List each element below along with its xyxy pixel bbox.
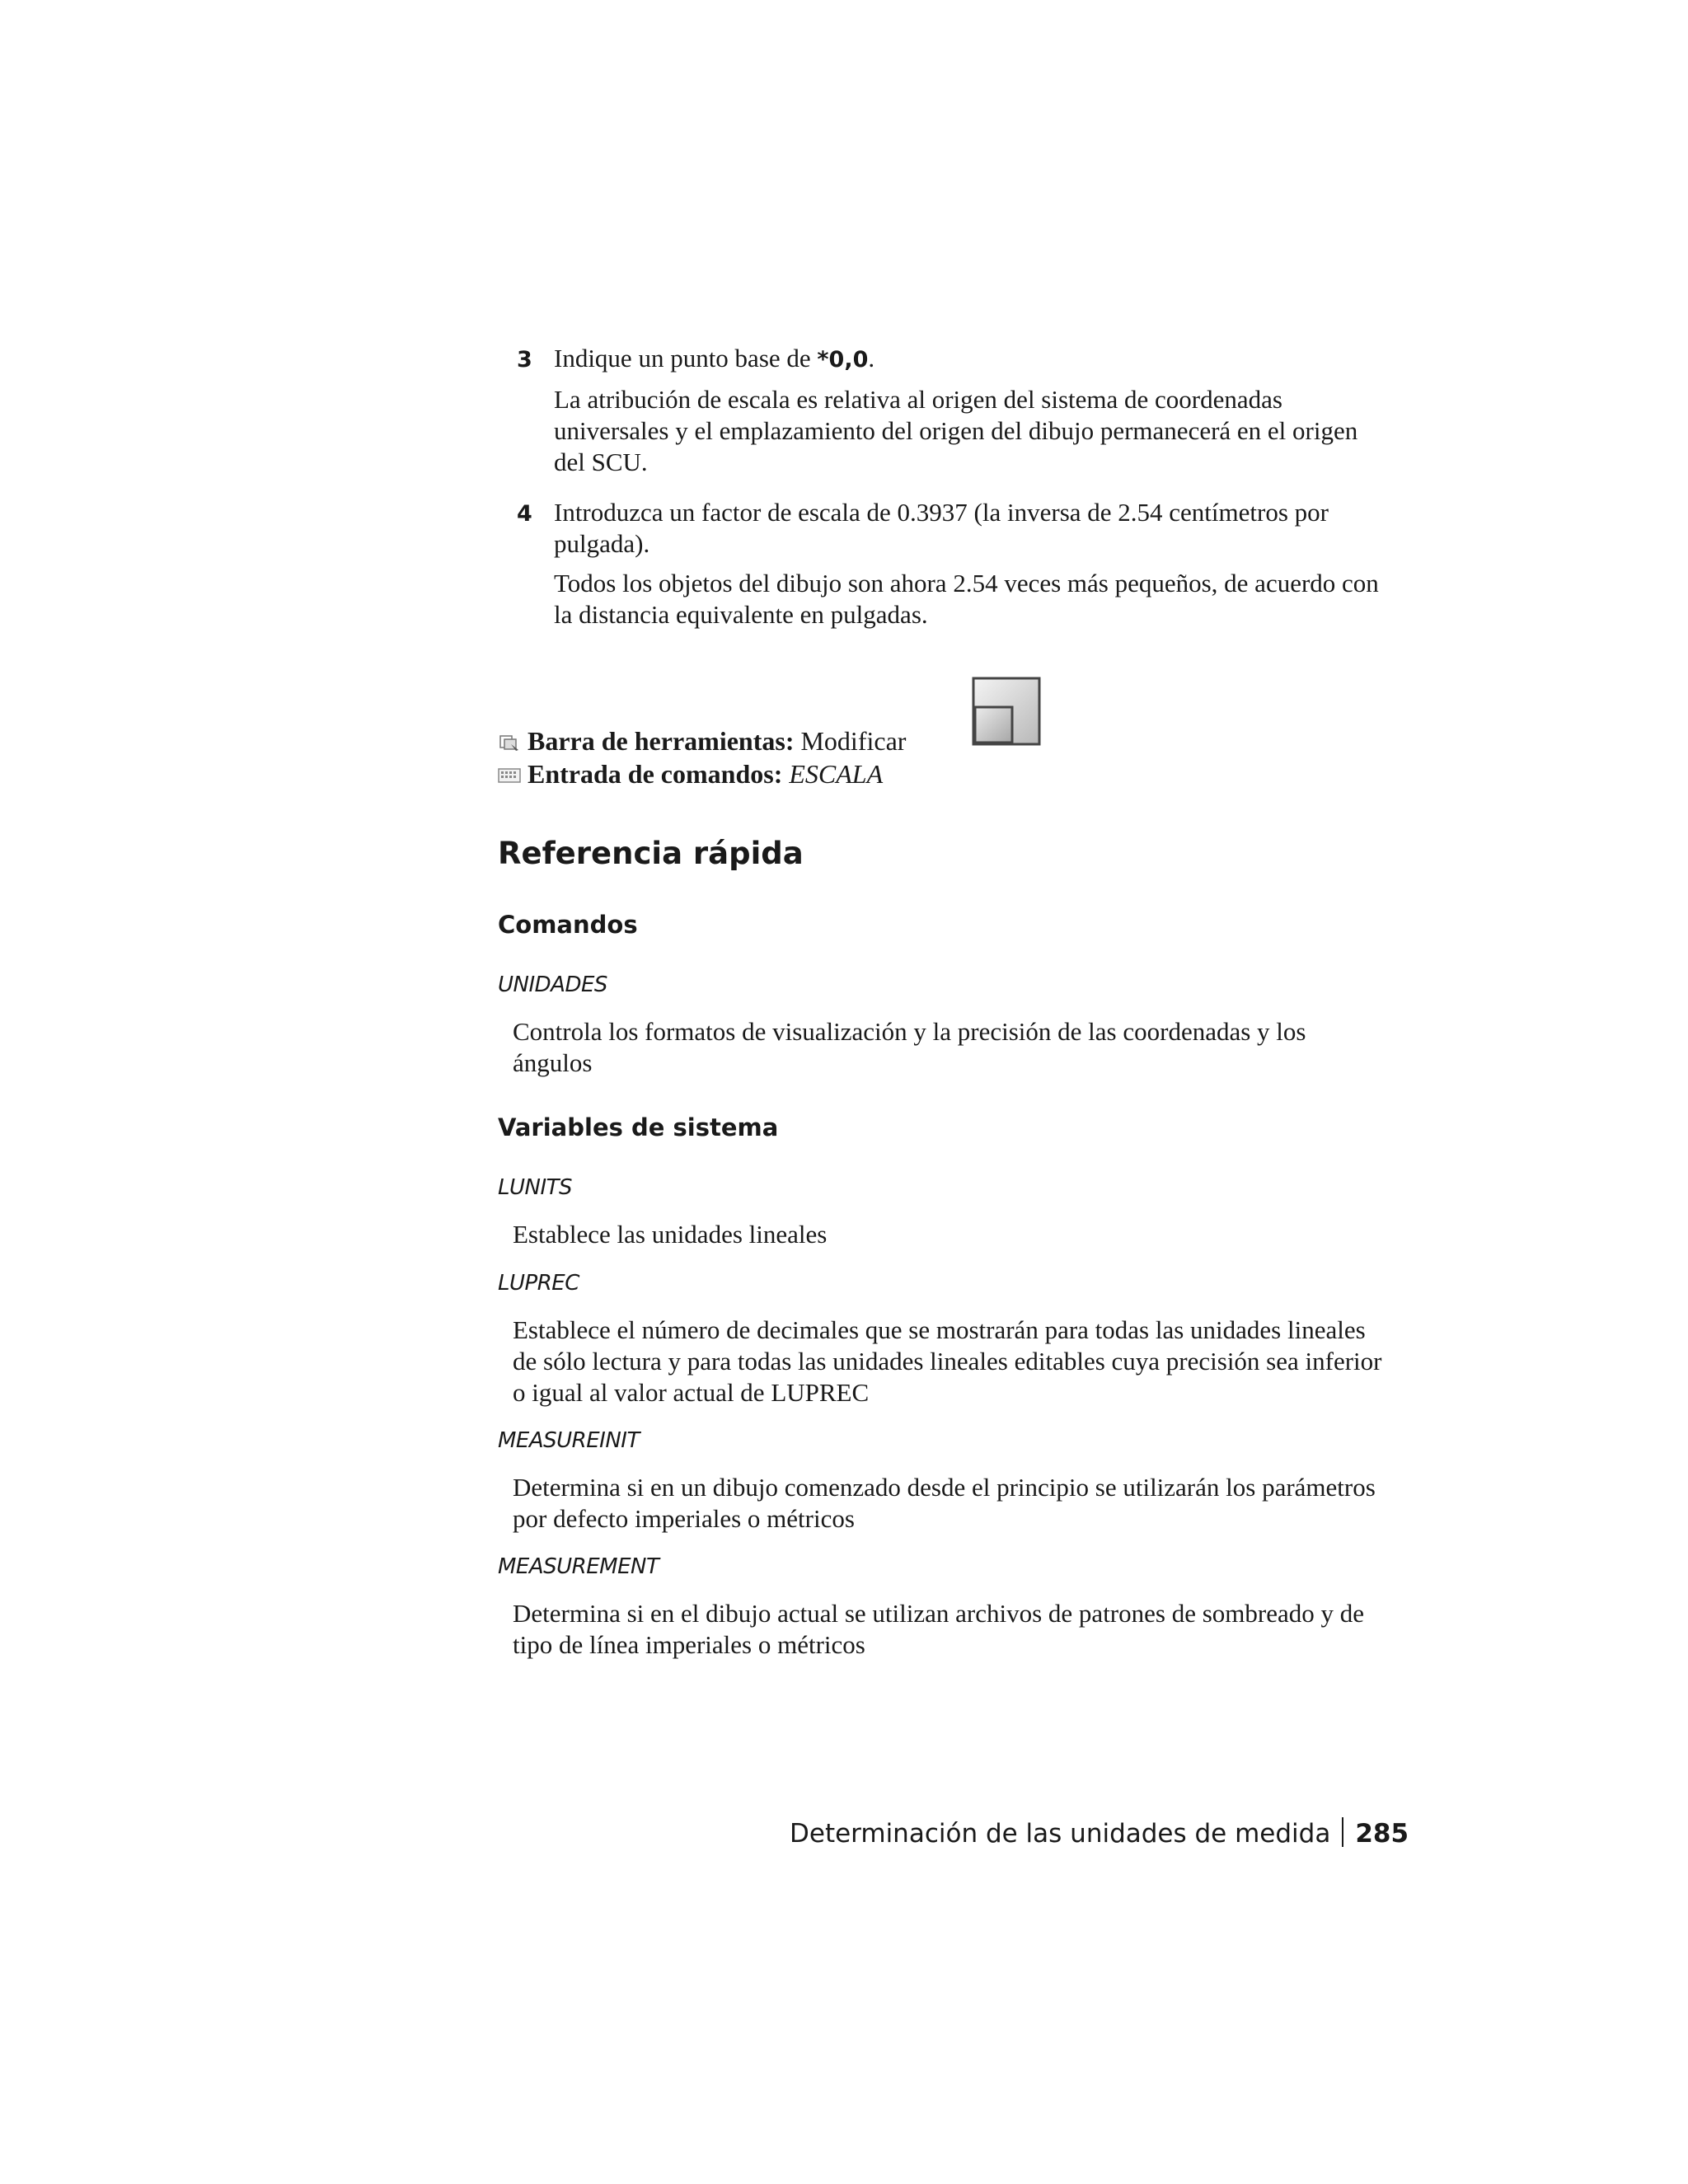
step-note: Todos los objetos del dibujo son ahora 2.54 veces más pequeños, de acuerdo con la distancia equivalente en pulgadas. bbox=[554, 569, 1379, 629]
command-name: UNIDADES bbox=[498, 972, 607, 997]
sysvar-name: MEASUREMENT bbox=[498, 1554, 659, 1579]
sysvar-name: LUNITS bbox=[498, 1175, 573, 1200]
step-instruction bbox=[554, 343, 1386, 376]
command-access bbox=[498, 757, 883, 790]
chapter-title: Determinación de las unidades de medida bbox=[790, 1819, 1331, 1849]
sysvar-description: Establece las unidades lineales bbox=[513, 1220, 828, 1249]
step-note: La atribución de escala es relativa al origen del sistema de coordenadas universales y el emplazamiento del origen del dibujo permanecerá en el origen del SCU. bbox=[554, 385, 1358, 476]
command-description: Controla los formatos de visualización y la precisión de las coordenadas y los ángulos bbox=[513, 1017, 1306, 1077]
command-value: ESCALA bbox=[789, 759, 884, 789]
sysvar-description: Determina si en un dibujo comenzado desde el principio se utilizarán los parámetros por defecto imperiales o métricos bbox=[513, 1473, 1376, 1533]
sysvar-name: LUPREC bbox=[498, 1271, 579, 1296]
step-number: 3 bbox=[517, 347, 532, 373]
instruction-text: Indique un punto base de bbox=[554, 344, 818, 373]
step-instruction: Introduzca un factor de escala de 0.3937 (la inversa de 2.54 centímetros por pulgada). bbox=[554, 498, 1329, 558]
sysvar-description: Establece el número de decimales que se mostrarán para todas las unidades lineales de sólo lectura y para todas las unidades lineales editables cuya precisión sea inferior o igual al valor actual de LUPREC bbox=[513, 1315, 1382, 1407]
toolbar-icon bbox=[498, 733, 521, 752]
sysvar-description: Determina si en el dibujo actual se utilizan archivos de patrones de sombreado y de tipo de línea imperiales o métricos bbox=[513, 1599, 1364, 1659]
instruction-suffix: . bbox=[868, 344, 875, 373]
command-label: Entrada de comandos: bbox=[528, 759, 783, 789]
scale-icon bbox=[971, 676, 1042, 747]
step-body bbox=[554, 343, 1386, 486]
page-footer bbox=[790, 1817, 1409, 1849]
toolbar-access bbox=[498, 724, 906, 757]
base-point-value: *0,0 bbox=[817, 347, 869, 373]
toolbar-value: Modificar bbox=[800, 726, 907, 756]
sysvar-name: MEASUREINIT bbox=[498, 1428, 640, 1453]
keyboard-icon bbox=[498, 766, 521, 785]
toolbar-label: Barra de herramientas: bbox=[528, 726, 795, 756]
commands-heading: Comandos bbox=[498, 911, 638, 939]
page-number: 285 bbox=[1355, 1819, 1409, 1849]
step-body bbox=[554, 497, 1386, 639]
footer-divider bbox=[1342, 1817, 1343, 1847]
step-number: 4 bbox=[517, 501, 532, 527]
sysvars-heading: Variables de sistema bbox=[498, 1113, 779, 1141]
quick-reference-title: Referencia rápida bbox=[498, 836, 804, 871]
